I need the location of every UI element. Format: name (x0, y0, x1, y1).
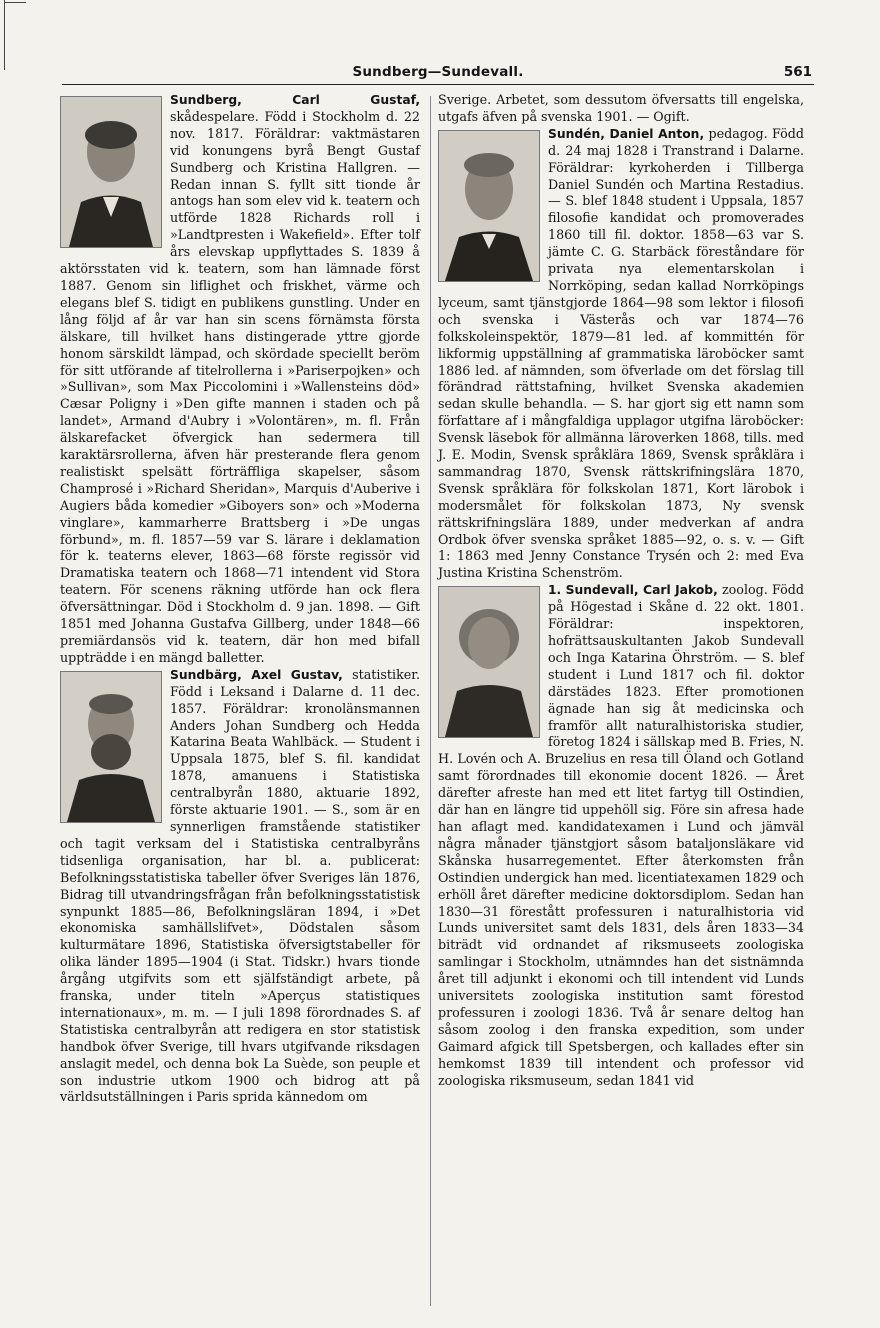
headword-sundberg: Sundberg, Carl Gustaf, (170, 93, 420, 107)
right-column (438, 92, 804, 1089)
portrait-sundberg (60, 96, 162, 248)
left-column (60, 92, 420, 1106)
page-header (62, 62, 814, 85)
entry-text-sundbarg: statistiker. Född i Leksand i Dalarne d. 11 dec. 1857. Föräldrar: kronolänsmannen Anders Johan Sundberg och Hedda Katarina Beata Wahlbäck. — Student i Uppsala 1875, blef S. fil. kandidat 1878, amanuens i Statistiska centralbyrån 1880, aktuarie 1892, förste aktuarie 1901. — S., som är en synnerligen framstående statistiker och tagit verksam del i Statistiska centralbyråns tidsenliga organisation, har bl. a. publicerat: Befolkningsstatistiska tabeller öfver Sveriges län 1876, Bidrag till utvandringsfrågan från befolkningsstatistisk synpunkt 1885—86, Befolkningsläran 1894, i »Det ekonomiska samhällslifvet», Dödstalen såsom kulturmätare 1896, Statistiska öfversigtstabeller för olika länder 1895—1904 (i Stat. Tidskr.) hvars tionde årgång utgifvits som ett själfständigt arbete, på franska, under titeln »Aperçus statistiques internationaux», m. m. — I juli 1898 förordnades S. af Statistiska centralbyrån att redigera en stor statistisk handbok öfver Sverige, till hvars utgifvande riksdagen anslagit medel, och denna bok La Suède, son peuple et son industrie utkom 1900 och bidrog att på världsutställningen i Paris sprida kännedom om (60, 666, 420, 1105)
headword-sundevall: 1. Sundevall, Carl Jakob, (548, 583, 718, 598)
portrait-sundevall (438, 586, 540, 738)
entry-sunden (438, 126, 804, 582)
entry-text-continuation: Sverige. Arbetet, som dessutom öfversatts till engelska, utgafs äfven på svenska 1901. — Ogift. (438, 92, 804, 124)
scan-edge-line (4, 0, 5, 70)
entry-sundbarg (60, 667, 420, 1107)
portrait-sunden (438, 130, 540, 282)
running-head: Sundberg—Sundevall. (352, 64, 524, 80)
portrait-sundbarg (60, 671, 162, 823)
headword-sundbarg: Sundbärg, Axel Gustav, (170, 667, 343, 682)
entry-text-sundberg: skådespelare. Född i Stockholm d. 22 nov. 1817. Föräldrar: vaktmästaren vid konungens byrå Bengt Gustaf Sundberg och Kristina Hallgren. — Redan innan S. fyllt sitt tionde år antogs han som elev vid k. teatern och utförde 1828 Richards roll i »Landtpresten i Wakefield». Efter tolf års elevskap uppflyttades S. 1839 å aktörsstaten vid k. teatern, som han lämnade först 1887. Genom sin liflighet och friskhet, värme och elegans blef S. tidigt en publikens gunstling. Under en lång följd af år var han sin scens förnämsta första älskare, till hvilket hans distingerade yttre gjorde honom särskildt lämpad, och skördade speciellt beröm för sitt utförande af titelrollerna i »Pariserpojken» och »Sullivan», som Max Piccolomini i »Wallensteins död» Cæsar Poligny i »Den gifte mannen i staden och på landet», Armand d'Aubry i »Volontären», m. fl. Från älskarefacket öfvergick han sedermera till karaktärsrollerna, äfven här presterande flera genom realistiskt spelsätt förträffliga skapelser, såsom Champrosé i »Richard Sheridan», Marquis d'Auberive i Augiers båda komedier »Giboyers son» och »Moderna vinglare», kammarherre Brattsberg i »De ungas förbund», m. fl. 1857—59 var S. lärare i deklamation för k. teaterns elever, 1863—68 förste regissör vid Dramatiska teatern och 1868—71 intendent vid Stora teatern. För scenens räkning utförde han ock flera öfversättningar. Död i Stockholm d. 9 jan. 1898. — Gift 1851 med Johanna Gustafva Gillberg, under 1848—66 premiärdansös vid k. teatern, där hon med bifall uppträdde i en mängd balletter. (60, 108, 420, 665)
scan-edge-line-top (4, 2, 26, 3)
column-divider (430, 96, 431, 1306)
entry-sundberg (60, 92, 420, 667)
entry-continuation (438, 92, 804, 126)
entry-text-sunden: pedagog. Född d. 24 maj 1828 i Transtrand i Dalarne. Föräldrar: kyrkoherden i Tillberga Daniel Sundén och Martina Restadius. — S. blef 1848 student i Uppsala, 1857 filosofie kandidat och promoverades 1860 till fil. doktor. 1858—63 var S. jämte C. G. Starbäck föreståndare för privata nya elementarskolan i Norrköping, sedan kallad Norrköpings lyceum, samt tjänstgjorde 1864—98 som lektor i filosofi och svenska i Västerås och var 1874—76 folkskoleinspektör, 1879—81 led. af kommittén för likformig uppställning af grammatiska läroböcker samt 1886 led. af nämnden, som öfverlade om det förslag till förändrad rättstafning, hvilket Svenska akademien sedan skulle behandla. — S. har gjort sig ett namn som författare af i mångfaldiga upplagor utgifna läroböcker: Svensk läsebok för allmänna läroverken 1868, tills. med J. E. Modin, Svensk språklära 1869, Svensk språklära i sammandrag 1870, Svensk rättskrifningslära 1870, Svensk språklära för folkskolan 1871, Kort lärobok i modersmålet för folkskolan 1873, Ny svensk rättskrifningslära 1889, under medverkan af andra Ordbok öfver svenska språket 1885—92, o. s. v. — Gift 1: 1863 med Jenny Constance Trysén och 2: med Eva Justina Kristina Schenström. (438, 125, 804, 581)
entry-text-sundevall: zoolog. Född på Högestad i Skåne d. 22 okt. 1801. Föräldrar: inspektoren, hofrättsauskultanten Jakob Sundevall och Inga Katarina Öhrström. — S. blef student i Lund 1817 och fil. doktor därstädes 1823. Efter promotionen ägnade han sig åt medicinska och framför allt naturalhistoriska studier, företog 1824 i sällskap med B. Fries, N. H. Lovén och A. Bruzelius en resa till Öland och Gotland samt förordnades till ekonomie docent 1826. — Året därefter afreste han med ett litet fartyg till Ostindien, där han en längre tid uppehöll sig. Före sin afresa hade han aflagt med. kandidatexamen i Lund och jämväl några månader tjänstgjort såsom bataljonsläkare vid Skånska husarregementet. Efter återkomsten från Ostindien undergick han med. licentiatexamen 1829 och erhöll året därefter medicine doktorsdiplom. Sedan han 1830—31 förestått professuren i naturalhistoria vid Lunds universitet samt dels 1831, dels åren 1833—34 biträdt vid ordnandet af riksmuseets zoologiska samlingar i Stockholm, utnämndes han det sistnämnda året till adjunkt i ekonomi och till intendent vid Lunds universitets zoologiska institution samt förestod professuren i zoologi 1836. Två år senare deltog han såsom zoolog i den franska expedition, som under Gaimard afgick till Spetsbergen, och kallades efter sin hemkomst 1839 till intendent och professor vid zoologiska riksmuseum, sedan 1841 vid (438, 582, 804, 1088)
page-number: 561 (783, 64, 812, 80)
headword-sunden: Sundén, Daniel Anton, (548, 126, 705, 141)
entry-sundevall (438, 582, 804, 1089)
